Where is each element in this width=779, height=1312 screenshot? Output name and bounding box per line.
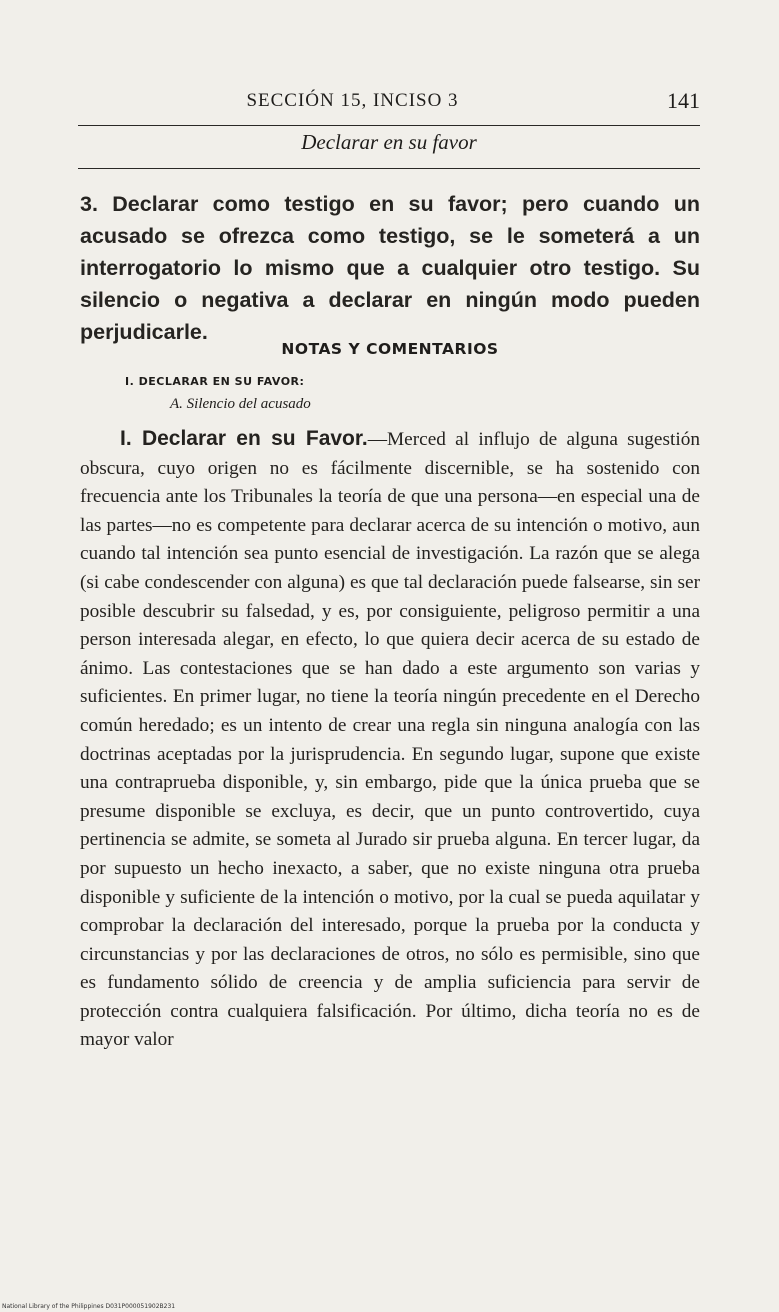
- header-rule-top: [78, 125, 700, 126]
- commentary-text: —Merced al influjo de alguna sugestión obscura, cuyo origen no es fácilmente discernible, se ha sostenido con frecuencia ante los Tribunales la teoría de que una persona—en especial una de las partes—no es competente para declarar acerca de su intención o motivo, aun cuando tal intención sea punto esencial de investigación. La razón que se alega (si cabe condescender con alguna) es que tal declaración puede falsearse, sin ser posible descubrir su falsedad, y es, por consiguiente, peligroso permitir a una person interesada alegar, en efecto, lo que quiera decir acerca de su estado de ánimo. Las contestaciones que se han dado a este argumento son varias y suficientes. En primer lugar, no tiene la teoría ningún precedente en el Derecho común heredado; es un intento de crear una regla sin ninguna analogía con las doctrinas aceptadas por la jurisprudencia. En segundo lugar, supone que existe una contraprueba disponible, y, sin embargo, pide que la única prueba que se presume disponible se excluya, es decir, que un punto controvertido, cuya pertinencia se admite, se someta al Jurado sir prueba alguna. En tercer lugar, da por supuesto un hecho inexacto, a saber, que no existe ninguna otra prueba disponible y suficiente de la intención o motivo, por la cual se pueda aquilatar y comprobar la declaración del interesado, porque la prueba por la conducta y circunstancias y por las declaraciones de otros, no sólo es permisible, sino que es fundamento sólido de creencia y de amplia suficiencia para servir de protección contra cualquiera falsificación. Por último, dicha teoría no es de mayor valor: [80, 429, 700, 1051]
- commentary-lead: I. Declarar en su Favor.: [120, 427, 368, 450]
- notes-heading: NOTAS Y COMENTARIOS: [281, 340, 499, 358]
- outline-level-2: A. Silencio del acusado: [170, 396, 311, 412]
- commentary-paragraph: [80, 425, 700, 1055]
- page-subtitle: Declarar en su favor: [301, 130, 477, 154]
- section-reference: SECCIÓN 15, INCISO 3: [246, 90, 459, 111]
- header-rule-bottom: [78, 168, 700, 169]
- statute-paragraph: 3. Declarar como testigo en su favor; pero cuando un acusado se ofrezca como testigo, se le someterá a un interrogatorio lo mismo que a cualquier otro testigo. Su silencio o negativa a declarar en ningún modo pueden perjudicarle.: [80, 192, 700, 344]
- page-number: 141: [667, 88, 700, 113]
- running-header: [80, 88, 700, 116]
- scan-footer: National Library of the Philippines D031P000051902B231: [2, 1303, 176, 1310]
- outline-level-1: I. DECLARAR EN SU FAVOR:: [125, 375, 305, 388]
